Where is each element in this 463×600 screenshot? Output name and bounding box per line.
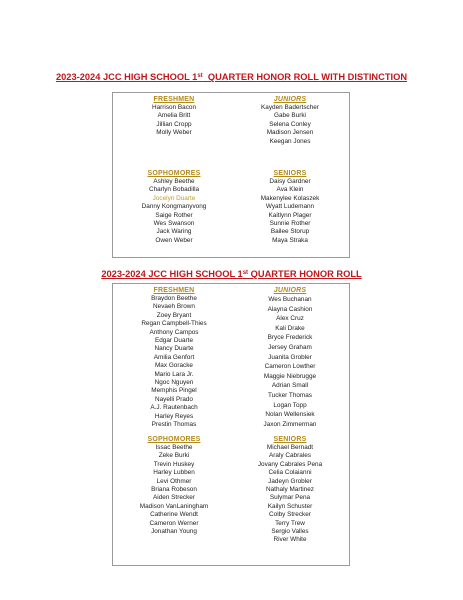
student-name: Wes Buchanan <box>268 296 312 303</box>
distinction-freshmen <box>115 95 233 138</box>
student-name: River White <box>273 536 307 544</box>
student-name: Harrison Bacon <box>151 104 197 111</box>
student-name: Gabe Burki <box>274 112 306 120</box>
honor-roll-title: 2023-2024 JCC HIGH SCHOOL 1st QUARTER HONOR ROLL <box>101 269 362 279</box>
freshmen-heading: FRESHMEN <box>153 287 195 294</box>
student-name: Ava Klein <box>276 186 304 194</box>
student-name: Alayna Cashion <box>267 305 313 313</box>
student-name: Aiden Strecker <box>153 494 195 502</box>
student-name: Juanita Grobler <box>268 353 312 361</box>
student-name: Nayelli Prado <box>154 395 193 403</box>
student-name: Molly Weber <box>156 129 192 137</box>
seniors-heading: SENIORS <box>273 170 307 177</box>
student-name: Amilia Genfort <box>153 353 195 361</box>
student-name: Zoey Bryant <box>156 311 192 319</box>
student-name: Ashley Beethe <box>153 178 195 185</box>
student-name: Danny Kongmanyvong <box>141 203 207 211</box>
student-name: Wyatt Ludemann <box>265 203 315 211</box>
sophomores-heading: SOPHOMORES <box>147 436 201 443</box>
student-name: Kailyn Schuster <box>267 502 313 510</box>
student-name: Colby Strecker <box>269 511 311 519</box>
student-name: Keegan Jones <box>269 137 311 145</box>
student-name: Sunnie Rother <box>269 220 311 228</box>
student-name: Alex Cruz <box>276 315 304 323</box>
distinction-juniors <box>231 95 349 146</box>
distinction-seniors <box>231 169 349 245</box>
student-name: Nolan Wellensiek <box>265 411 315 419</box>
student-name: Jadeyn Grobler <box>268 477 312 485</box>
honor-juniors <box>231 286 349 429</box>
student-name: Jaxon Zimmerman <box>263 420 317 428</box>
student-name: Briana Robeson <box>151 486 197 494</box>
student-name: Zeke Burki <box>158 452 190 460</box>
student-name: Sergio Valles <box>271 528 309 536</box>
student-name: Jovany Cabrales Pena <box>257 460 323 468</box>
student-name: Harley Reyes <box>154 412 194 420</box>
student-name: Jack Waring <box>156 228 192 236</box>
student-name: Charlyn Bobadilla <box>148 186 200 194</box>
distinction-table <box>112 92 350 258</box>
student-name: Madison VanLaningham <box>139 502 209 510</box>
student-name: Ngoc Nguyen <box>154 379 194 387</box>
student-name: Levi Othmer <box>156 477 192 485</box>
student-name: Prestin Thomas <box>151 421 197 429</box>
student-name: Trevin Huskey <box>153 460 195 468</box>
freshmen-heading: FRESHMEN <box>153 96 195 103</box>
student-name: Max Goracke <box>154 362 193 370</box>
student-name: Nevaeh Brown <box>153 303 195 311</box>
student-name: Cameron Werner <box>149 519 199 527</box>
student-name: Celia Colaianni <box>268 469 312 477</box>
honor-roll-table <box>112 283 350 566</box>
student-name: Makenylee Kolaszek <box>260 194 320 202</box>
student-name: Maya Straka <box>272 236 308 244</box>
distinction-sophomores <box>115 169 233 245</box>
student-name: Jonathan Young <box>151 528 197 536</box>
student-name: Daisy Gardner <box>269 178 311 185</box>
student-name: Cameron Lowther <box>264 363 316 371</box>
student-name: Edgar Duarte <box>154 337 193 345</box>
student-name: Mario Lara Jr. <box>154 370 194 378</box>
honor-sophomores <box>115 435 233 536</box>
student-name: Saige Rother <box>155 211 193 219</box>
student-name: Kali Drake <box>275 324 305 332</box>
student-name: Terry Trew <box>275 519 305 527</box>
juniors-heading: JUNIORS <box>273 96 307 103</box>
student-name: Memphis Pingel <box>151 387 197 395</box>
student-name: Michael Bernadt <box>266 444 314 451</box>
student-name: Issac Beethe <box>155 444 193 451</box>
student-name: Nathaly Martinez <box>266 486 314 494</box>
seniors-heading: SENIORS <box>273 436 307 443</box>
student-name: Adrian Small <box>271 382 309 390</box>
student-name: Jersey Graham <box>268 343 312 351</box>
student-name: Braydon Beethe <box>151 295 197 302</box>
student-name: Bailee Storup <box>270 228 310 236</box>
honor-seniors <box>231 435 349 545</box>
student-name: Sulymar Pena <box>269 494 311 502</box>
student-name: Maggie Niebrugge <box>263 372 317 380</box>
student-name: Jillian Cropp <box>156 120 192 128</box>
student-name: Amelia Britt <box>157 112 191 120</box>
honor-freshmen <box>115 286 233 430</box>
distinction-title: 2023-2024 JCC HIGH SCHOOL 1st QUARTER HONOR ROLL WITH DISTINCTION <box>55 72 408 82</box>
student-name: Kayden Badertscher <box>261 104 319 111</box>
student-name: Catherine Wendt <box>150 511 198 519</box>
student-name: Anthony Campos <box>149 328 199 336</box>
student-name: Araly Cabrales <box>269 452 311 460</box>
juniors-heading: JUNIORS <box>273 287 307 294</box>
sophomores-heading: SOPHOMORES <box>147 170 201 177</box>
student-name: Tucker Thomas <box>267 391 313 399</box>
student-name: Owen Weber <box>155 236 193 244</box>
student-name: Bryce Frederick <box>267 334 313 342</box>
student-name: A.J. Rautenbach <box>150 404 198 412</box>
student-name: Nancy Duarte <box>154 345 194 353</box>
student-name: Selena Conley <box>269 120 311 128</box>
student-name: Wes Swanson <box>153 220 195 228</box>
student-name: Kaitlynn Plager <box>268 211 312 219</box>
student-name: Harley Lubben <box>153 469 195 477</box>
student-name: Madison Jensen <box>266 129 314 137</box>
student-name: Regan Campbell-Thies <box>141 320 207 328</box>
student-name: Logan Topp <box>273 401 307 409</box>
student-name: Jocelyn Duarte <box>152 194 196 202</box>
